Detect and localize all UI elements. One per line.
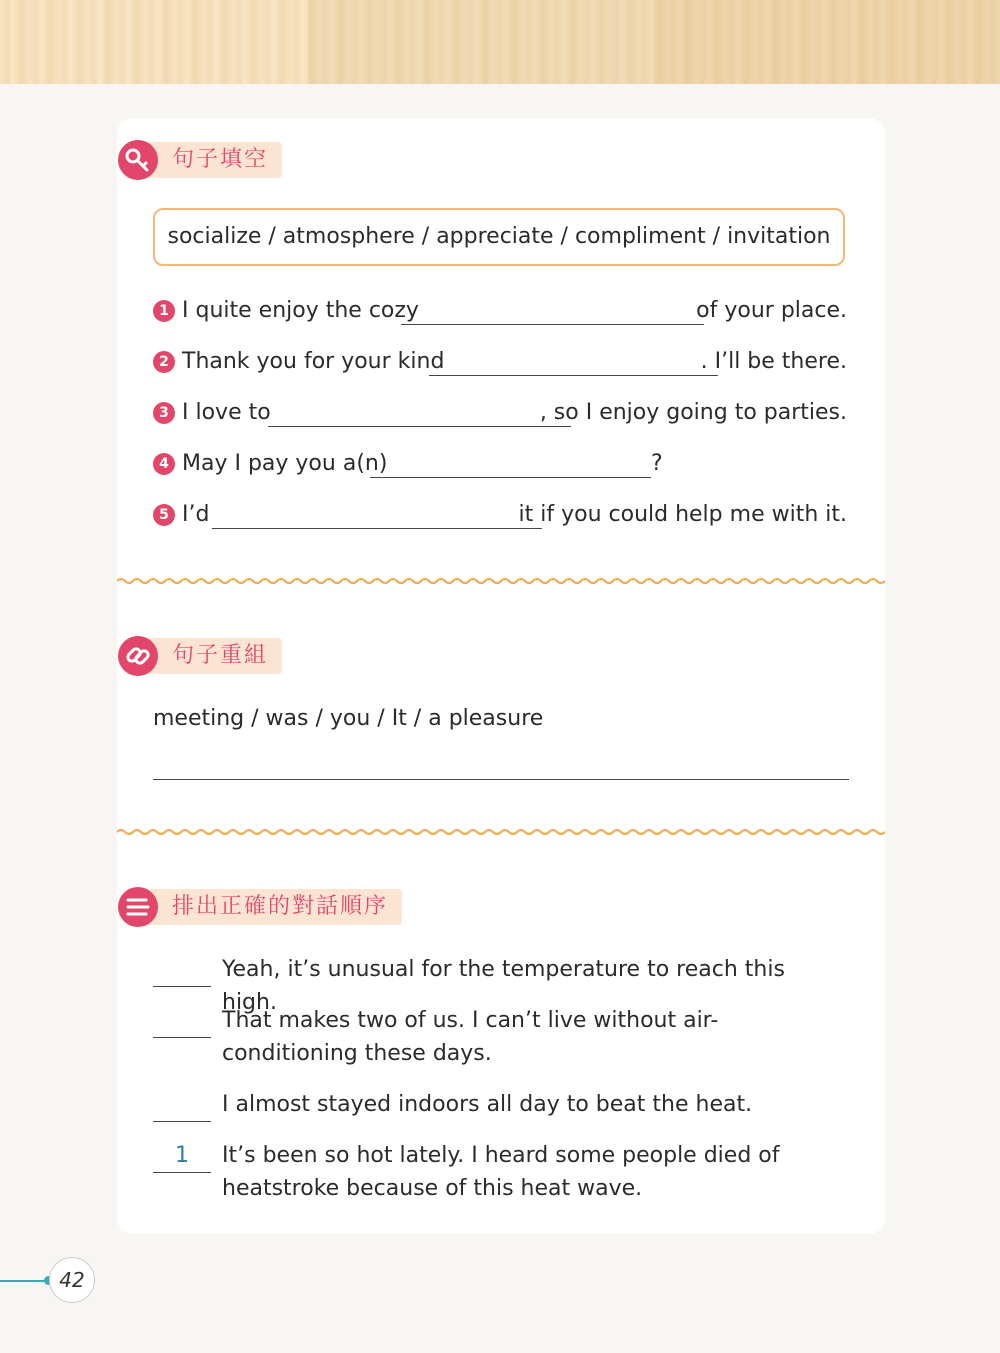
fill-question-1 (153, 293, 847, 329)
dialogue-text: Yeah, it’s unusual for the temperature to reach this high. (222, 957, 785, 1015)
question-text-before: I love to (182, 400, 271, 425)
answer-blank[interactable] (429, 375, 718, 376)
list-icon (118, 887, 158, 927)
answer-blank[interactable] (268, 426, 571, 427)
wavy-divider (117, 827, 885, 837)
question-number: 3 (153, 402, 175, 424)
order-blank[interactable] (153, 1121, 211, 1122)
question-number: 5 (153, 504, 175, 526)
section-reorder-title: 句子重組 (138, 638, 282, 674)
question-text-after: , so I enjoy going to parties. (539, 400, 847, 425)
order-blank[interactable] (153, 1037, 211, 1038)
section-order-title: 排出正確的對話順序 (138, 889, 402, 925)
order-blank[interactable] (153, 986, 211, 987)
question-text-before: I quite enjoy the cozy (182, 298, 419, 323)
question-text-after: it if you could help me with it. (518, 502, 847, 527)
page-number: 42 (49, 1257, 95, 1303)
answer-blank[interactable] (370, 477, 651, 478)
word-bank: socialize / atmosphere / appreciate / compliment / invitation (153, 208, 845, 266)
answer-blank[interactable] (212, 528, 542, 529)
order-blank[interactable] (153, 1172, 211, 1173)
question-text-after: of your place. (696, 298, 847, 323)
dialogue-text: It’s been so hot lately. I heard some people died of heatstroke because of this heat wave. (222, 1143, 780, 1201)
fill-question-2 (153, 344, 847, 380)
fill-question-3 (153, 395, 847, 431)
page-number-line (0, 1280, 48, 1282)
question-text-before: I’d (182, 502, 210, 527)
link-icon (118, 636, 158, 676)
fill-question-4 (153, 446, 847, 482)
dialogue-text: I almost stayed indoors all day to beat the heat. (222, 1092, 753, 1117)
dialogue-text: That makes two of us. I can’t live without air-conditioning these days. (222, 1008, 719, 1066)
order-answer[interactable]: 1 (175, 1143, 189, 1168)
section-fill-title: 句子填空 (138, 142, 282, 178)
question-text-after: . I’ll be there. (700, 349, 847, 374)
question-number: 1 (153, 300, 175, 322)
scrambled-words: meeting / was / you / It / a pleasure (153, 706, 544, 731)
wavy-divider (117, 576, 885, 586)
key-icon (118, 140, 158, 180)
answer-blank[interactable] (401, 324, 704, 325)
question-number: 4 (153, 453, 175, 475)
wood-header-banner (0, 0, 1000, 84)
answer-line[interactable] (153, 779, 849, 780)
question-text-before: Thank you for your kind (182, 349, 445, 374)
question-text-before: May I pay you a(n) (182, 451, 388, 476)
fill-question-5 (153, 497, 847, 533)
question-text-after: ? (651, 451, 663, 476)
question-number: 2 (153, 351, 175, 373)
